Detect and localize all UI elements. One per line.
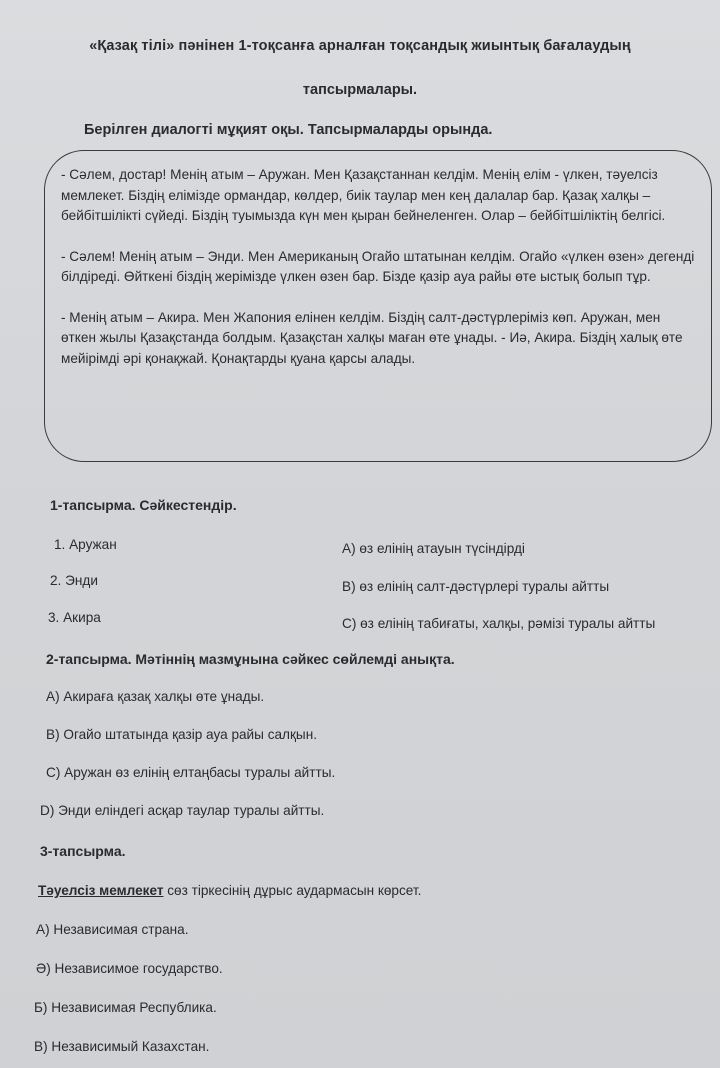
dialog-box	[44, 150, 712, 462]
task3-phrase: Тәуелсіз мемлекет	[38, 883, 164, 898]
match-left-item: 1. Аружан	[54, 537, 117, 552]
reading-instruction: Берілген диалогті мұқият оқы. Тапсырмаларды орында.	[84, 122, 493, 138]
task2-option: В) Огайо штатында қазір ауа райы салқын.	[46, 727, 317, 742]
dialog-paragraph-aruzhan: - Сәлем, достар! Менің атым – Аружан. Мен Қазақстаннан келдім. Менің елім - үлкен, тәуелсіз мемлекет. Біздің елімізде ормандар, көлдер, биік таулар мен кең далалар бар. Қазақ халқы – бейбітшілікті сүйеді. Біздің туымызда күн мен қыран бейнеленген. Олар – бейбітшіліктің белгісі.	[61, 167, 666, 223]
task3-option: В) Независимый Казахстан.	[34, 1039, 210, 1054]
match-left-item: 2. Энди	[50, 573, 98, 588]
dialog-paragraph-akira: - Менің атым – Акира. Мен Жапония елінен келдім. Біздің салт-дәстүрлеріміз көп. Аружан, мен өткен жылы Қазақстанда болдым. Қазақстан халқы маған өте ұнады. - Иә, Акира. Біздің халық өте мейірімді әрі қонақжай. Қонақтарды қуана қарсы алады.	[61, 309, 683, 366]
document-subtitle: тапсырмалары.	[302, 82, 418, 98]
document-title: «Қазақ тілі» пәнінен 1-тоқсанға арналған тоқсандық жиынтық бағалаудың	[89, 38, 631, 54]
match-right-item: В) өз елінің салт-дәстүрлері туралы айтты	[342, 579, 610, 594]
task3-option: Ә) Независимое государство.	[36, 961, 223, 976]
task3-heading: 3-тапсырма.	[40, 843, 126, 859]
task3-prompt	[38, 883, 421, 898]
task1-heading: 1-тапсырма. Сәйкестендір.	[50, 497, 237, 513]
dialog-paragraph-andy: - Сәлем! Менің атым – Энди. Мен Американың Огайо штатынан келдім. Огайо «үлкен өзен» дегенді білдіреді. Өйткені біздің жерімізде үлкен өзен бар. Бізде қазір ауа райы өте ыстық болып тұр.	[61, 248, 695, 284]
task2-option: А) Акираға қазақ халқы өте ұнады.	[46, 689, 265, 704]
task3-option: Б) Независимая Республика.	[34, 1000, 217, 1015]
task2-heading: 2-тапсырма. Мәтіннің мазмұнына сәйкес сөйлемді анықта.	[46, 651, 455, 667]
match-right-item: А) өз елінің атауын түсіндірді	[342, 541, 525, 556]
task3-prompt-text: сөз тіркесінің дұрыс аудармасын көрсет.	[163, 883, 422, 898]
task2-option: С) Аружан өз елінің елтаңбасы туралы айтты.	[46, 765, 336, 780]
match-right-item: С) өз елінің табиғаты, халқы, рәмізі туралы айтты	[342, 616, 656, 631]
task2-option: D) Энди еліндегі асқар таулар туралы айтты.	[40, 803, 325, 818]
match-left-item: 3. Акира	[48, 610, 101, 625]
task3-option: А) Независимая страна.	[36, 922, 189, 937]
